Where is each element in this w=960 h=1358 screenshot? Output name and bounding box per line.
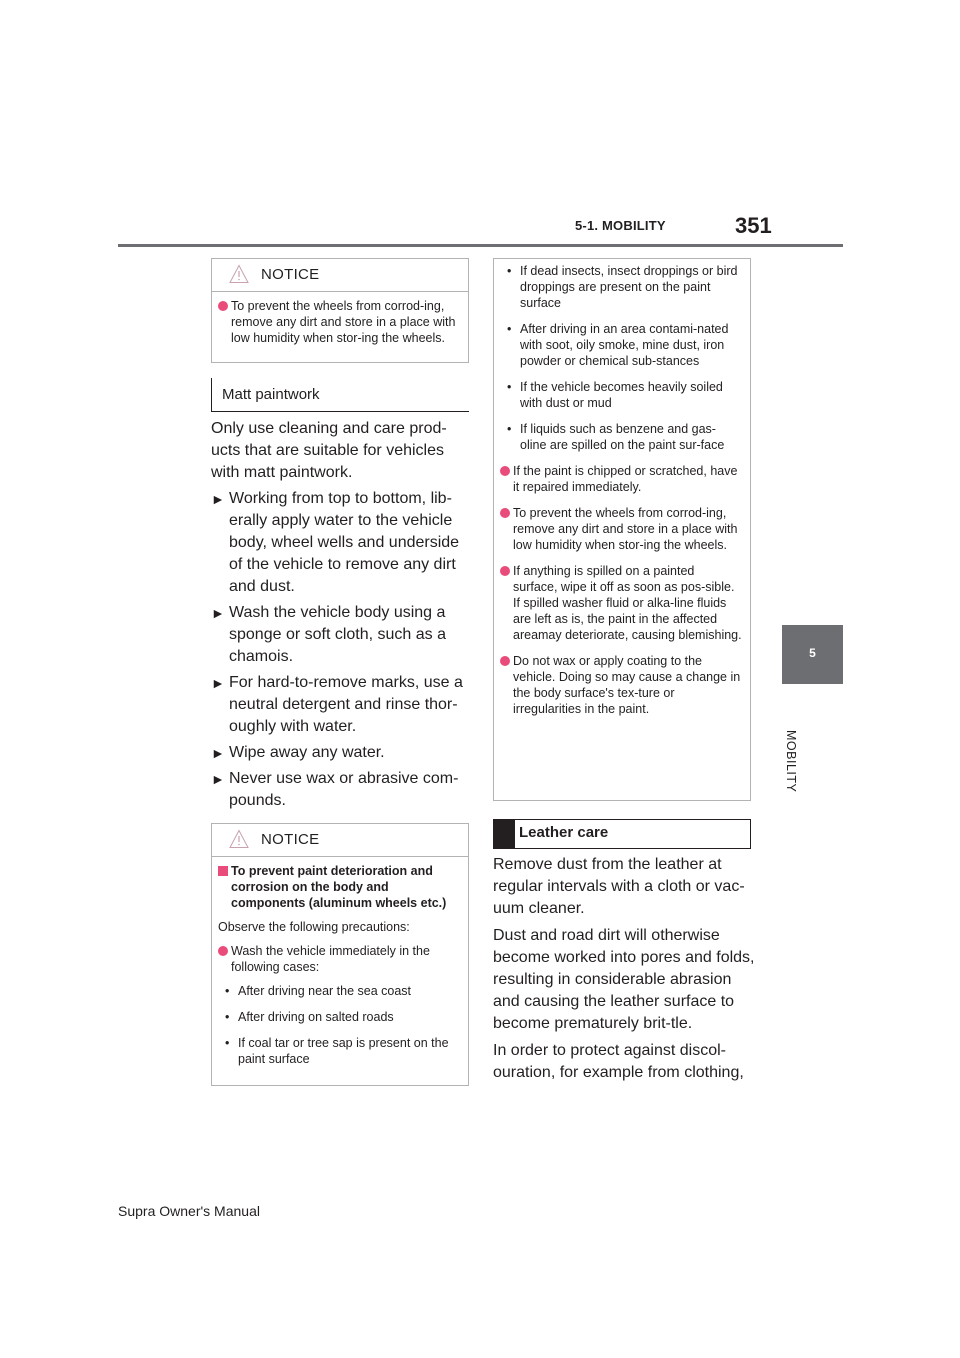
notice-box-wheels (211, 258, 469, 363)
list-item-text: For hard-to-remove marks, use a neutral detergent and rinse thor-oughly with water. (229, 674, 463, 735)
list-item (218, 1009, 460, 1025)
leather-paragraph: In order to protect against discol-ouration, for example from clothing, (493, 1042, 744, 1081)
leather-care-heading (493, 819, 751, 849)
list-item-text: Never use wax or abrasive com-pounds. (229, 770, 459, 809)
triangle-bullet-icon: ► (211, 675, 225, 691)
bullet-icon: • (507, 422, 512, 436)
list-item-text: If liquids such as benzene and gas-oline are spilled on the paint sur-face (520, 422, 725, 452)
triangle-bullet-icon: ► (211, 771, 225, 787)
bullet-icon: • (225, 984, 230, 998)
notice-item-text: If the paint is chipped or scratched, have it repaired immediately. (513, 464, 738, 494)
notice-item (500, 563, 742, 643)
list-item (211, 672, 473, 738)
leather-care-body (493, 854, 755, 1089)
bullet-dot-icon (500, 656, 510, 666)
list-item (211, 488, 473, 598)
notice-item (218, 943, 460, 975)
matt-heading-text: Matt paintwork (222, 386, 320, 403)
notice-heading-text: To prevent paint deterioration and corrosion on the body and components (aluminum wheels etc.) (231, 864, 447, 910)
notice-box-paint (211, 823, 469, 1086)
warning-icon (229, 829, 249, 849)
notice-heading (218, 863, 460, 911)
page-number: 351 (735, 213, 772, 238)
bullet-dot-icon (500, 566, 510, 576)
chapter-label: MOBILITY (784, 730, 798, 793)
notice-item (500, 463, 742, 495)
list-item (500, 321, 742, 369)
bullet-dot-icon (500, 508, 510, 518)
bullet-dot-icon (218, 301, 228, 311)
bullet-icon: • (507, 322, 512, 336)
notice-box-continued (493, 258, 751, 801)
list-item-text: After driving near the sea coast (238, 984, 412, 998)
notice-observe: Observe the following precautions: (218, 920, 410, 934)
bullet-dot-icon (500, 466, 510, 476)
heading-marker (494, 820, 515, 848)
list-item (218, 983, 460, 999)
list-item-text: After driving in an area contami-nated with soot, oily smoke, mine dust, iron powder or chemical sub-stances (520, 322, 729, 368)
notice-header (212, 824, 468, 857)
matt-paintwork-heading (211, 378, 469, 412)
bullet-icon: • (225, 1036, 230, 1050)
triangle-bullet-icon: ► (211, 605, 225, 621)
leather-paragraph: Dust and road dirt will otherwise become worked into pores and folds, resulting in considerable abrasion and causing the leather surface to become prematurely brit-tle. (493, 927, 755, 1032)
leather-paragraph: Remove dust from the leather at regular intervals with a cloth or vac-uum cleaner. (493, 856, 745, 917)
list-item-text: Wipe away any water. (229, 744, 385, 761)
bullet-icon: • (507, 264, 512, 278)
notice-item (500, 653, 742, 717)
list-item (211, 602, 473, 668)
bullet-icon: • (507, 380, 512, 394)
list-item-text: Wash the vehicle body using a sponge or soft cloth, such as a chamois. (229, 604, 447, 665)
list-item (500, 379, 742, 411)
notice-item-text: To prevent the wheels from corrod-ing, remove any dirt and store in a place with low humidity when stor-ing the wheels. (513, 506, 738, 552)
header-rule (118, 244, 843, 247)
square-bullet-icon (218, 866, 228, 876)
chapter-tab[interactable]: 5 (782, 625, 843, 684)
list-item (211, 742, 473, 764)
notice-title: NOTICE (261, 831, 320, 848)
notice-title: NOTICE (261, 266, 320, 283)
list-item-text: Working from top to bottom, lib-erally apply water to the vehicle body, wheel wells and underside of the vehicle to remove any dirt and dust. (229, 490, 460, 595)
warning-icon (229, 264, 249, 284)
bullet-icon: • (225, 1010, 230, 1024)
notice-item (218, 298, 460, 346)
notice-header (212, 259, 468, 292)
notice-item-text: To prevent the wheels from corrod-ing, remove any dirt and store in a place with low humidity when stor-ing the wheels. (231, 299, 456, 345)
notice-item-text: If anything is spilled on a painted surface, wipe it off as soon as pos-sible. If spilled washer fluid or alka-line fluids are left as is, the paint in the affected areamay deteriorate, causing blemishing. (513, 564, 742, 642)
list-item-text: If the vehicle becomes heavily soiled with dust or mud (520, 380, 723, 410)
footer-manual-title: Supra Owner's Manual (118, 1203, 260, 1219)
list-item (500, 421, 742, 453)
section-title: 5-1. MOBILITY (575, 218, 666, 233)
notice-item-text: Wash the vehicle immediately in the following cases: (231, 944, 430, 974)
triangle-bullet-icon: ► (211, 491, 225, 507)
list-item (211, 768, 473, 812)
list-item (500, 263, 742, 311)
notice-item-text: Do not wax or apply coating to the vehicle. Doing so may cause a change in the body surface's tex-ture or irregularities in the paint. (513, 654, 741, 716)
matt-paintwork-body (211, 418, 473, 816)
list-item-text: After driving on salted roads (238, 1010, 394, 1024)
list-item (218, 1035, 460, 1067)
notice-item (500, 505, 742, 553)
bullet-dot-icon (218, 946, 228, 956)
list-item-text: If coal tar or tree sap is present on the paint surface (238, 1036, 449, 1066)
triangle-bullet-icon: ► (211, 745, 225, 761)
list-item-text: If dead insects, insect droppings or bird droppings are present on the paint surface (520, 264, 738, 310)
matt-intro: Only use cleaning and care prod-ucts that are suitable for vehicles with matt paintwork. (211, 420, 447, 481)
leather-heading-text: Leather care (519, 824, 609, 841)
